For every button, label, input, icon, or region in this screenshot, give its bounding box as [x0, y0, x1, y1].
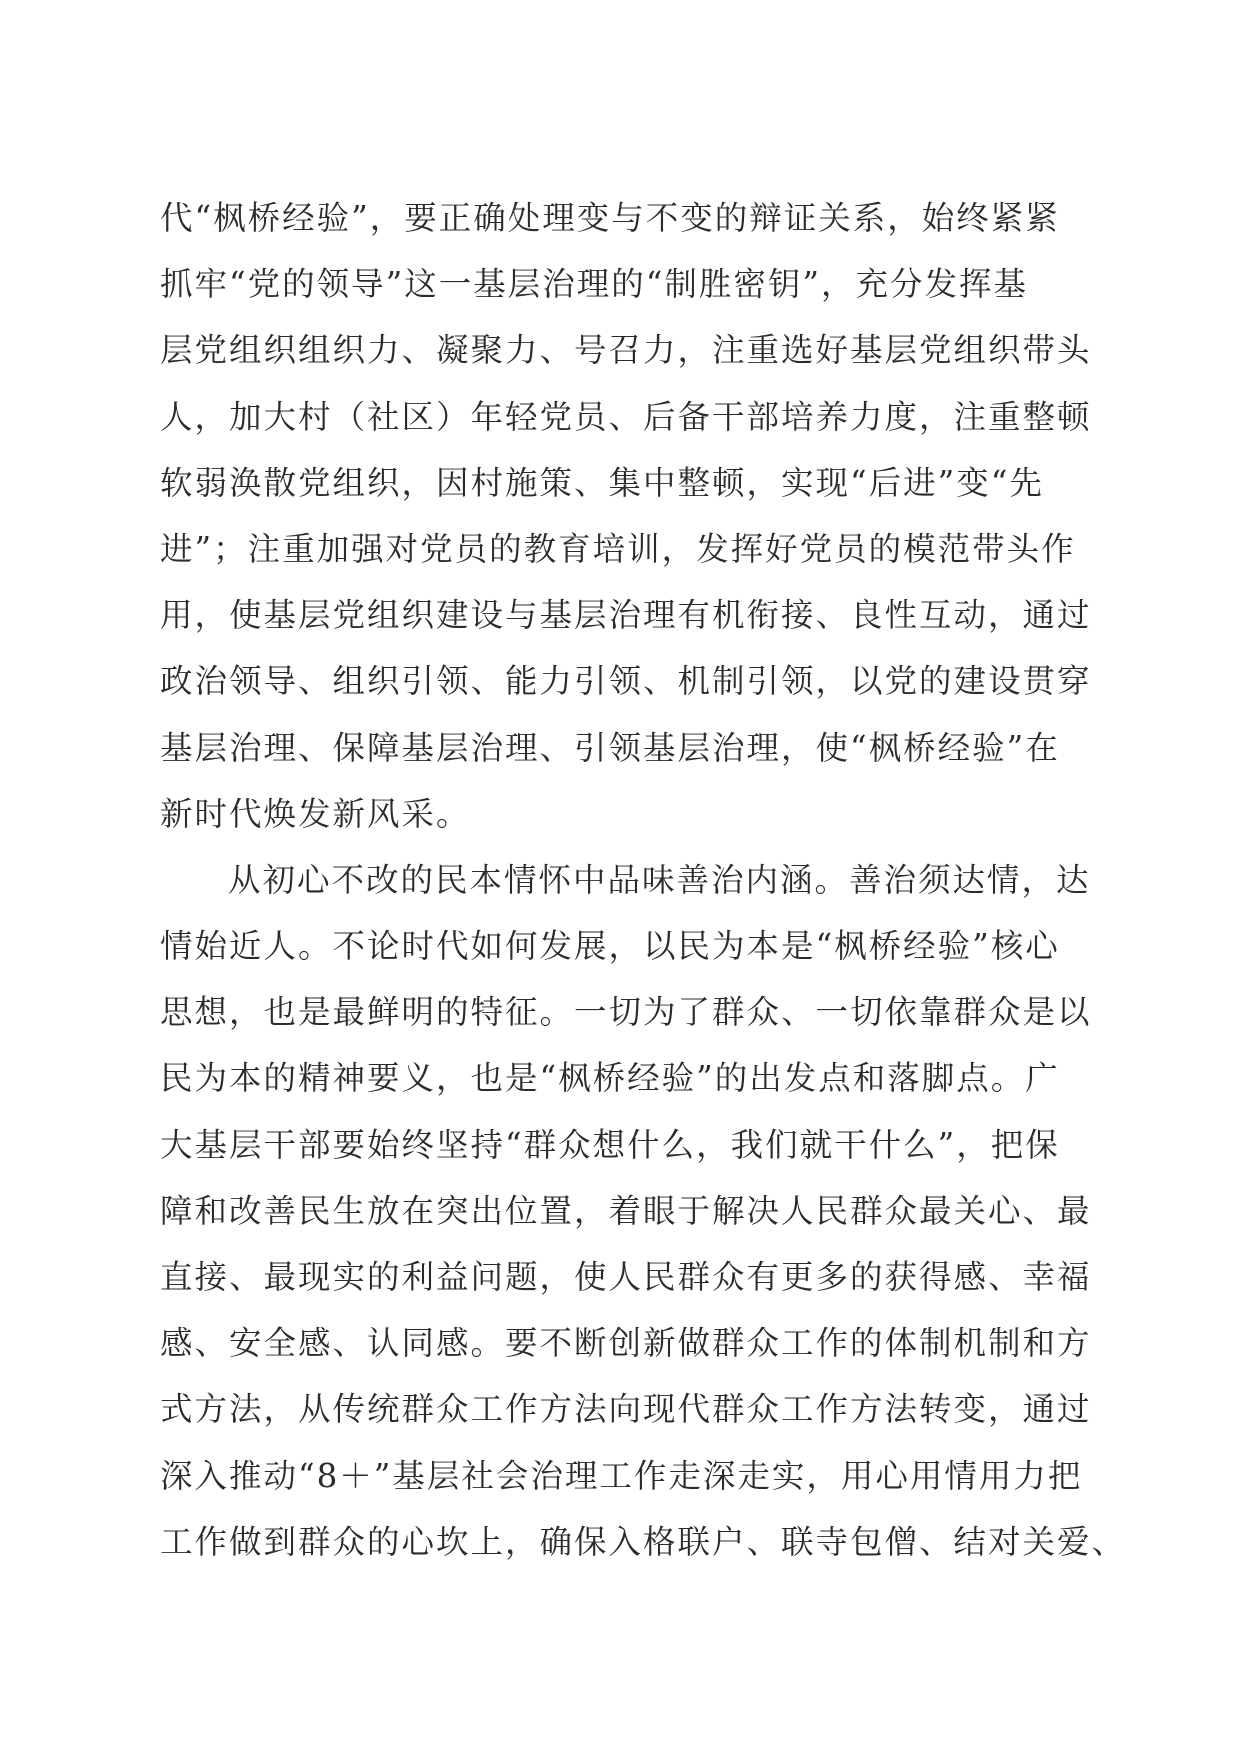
text-line: 用，使基层党组织建设与基层治理有机衔接、良性互动，通过 — [160, 596, 1092, 635]
text-line: 思想，也是最鲜明的特征。一切为了群众、一切依靠群众是以 — [160, 993, 1092, 1032]
text-line: 情始近人。不论时代如何发展，以民为本是“枫桥经验”核心 — [160, 927, 1060, 966]
text-line: 基层治理、保障基层治理、引领基层治理，使“枫桥经验”在 — [160, 728, 1060, 767]
text-line: 式方法，从传统群众工作方法向现代群众工作方法转变，通过 — [160, 1390, 1092, 1429]
text-line: 大基层干部要始终坚持“群众想什么，我们就干什么”，把保 — [160, 1125, 1060, 1164]
text-line: 代“枫桥经验”，要正确处理变与不变的辩证关系，始终紧紧 — [160, 199, 1060, 237]
text-line: 民为本的精神要义，也是“枫桥经验”的出发点和落脚点。广 — [160, 1059, 1060, 1098]
text-line: 层党组织组织力、凝聚力、号召力，注重选好基层党组织带头 — [160, 331, 1092, 370]
text-line: 政治领导、组织引领、能力引领、机制引领，以党的建设贯穿 — [160, 662, 1092, 701]
paragraph-start-line: 从初心不改的民本情怀中品味善治内涵。善治须达情，达 — [228, 860, 1091, 899]
text-line: 软弱涣散党组织，因村施策、集中整顿，实现“后进”变“先 — [160, 463, 1044, 502]
text-line: 人，加大村（社区）年轻党员、后备干部培养力度，注重整顿 — [160, 397, 1092, 436]
text-line: 新时代焕发新风采。 — [160, 794, 471, 833]
text-line: 进”；注重加强对党员的教育培训，发挥好党员的模范带头作 — [160, 529, 1076, 568]
body-text — [160, 185, 1127, 1575]
text-line: 工作做到群众的心坎上，确保入格联户、联寺包僧、结对关爱、 — [160, 1522, 1127, 1561]
text-line: 深入推动“8＋”基层社会治理工作走深走实，用心用情用力把 — [160, 1456, 1083, 1495]
text-line: 抓牢“党的领导”这一基层治理的“制胜密钥”，充分发挥基 — [160, 265, 1028, 304]
text-line: 障和改善民生放在突出位置，着眼于解决人民群众最关心、最 — [160, 1191, 1092, 1230]
text-line: 直接、最现实的利益问题，使人民群众有更多的获得感、幸福 — [160, 1258, 1092, 1296]
text-line: 感、安全感、认同感。要不断创新做群众工作的体制机制和方 — [160, 1324, 1092, 1363]
